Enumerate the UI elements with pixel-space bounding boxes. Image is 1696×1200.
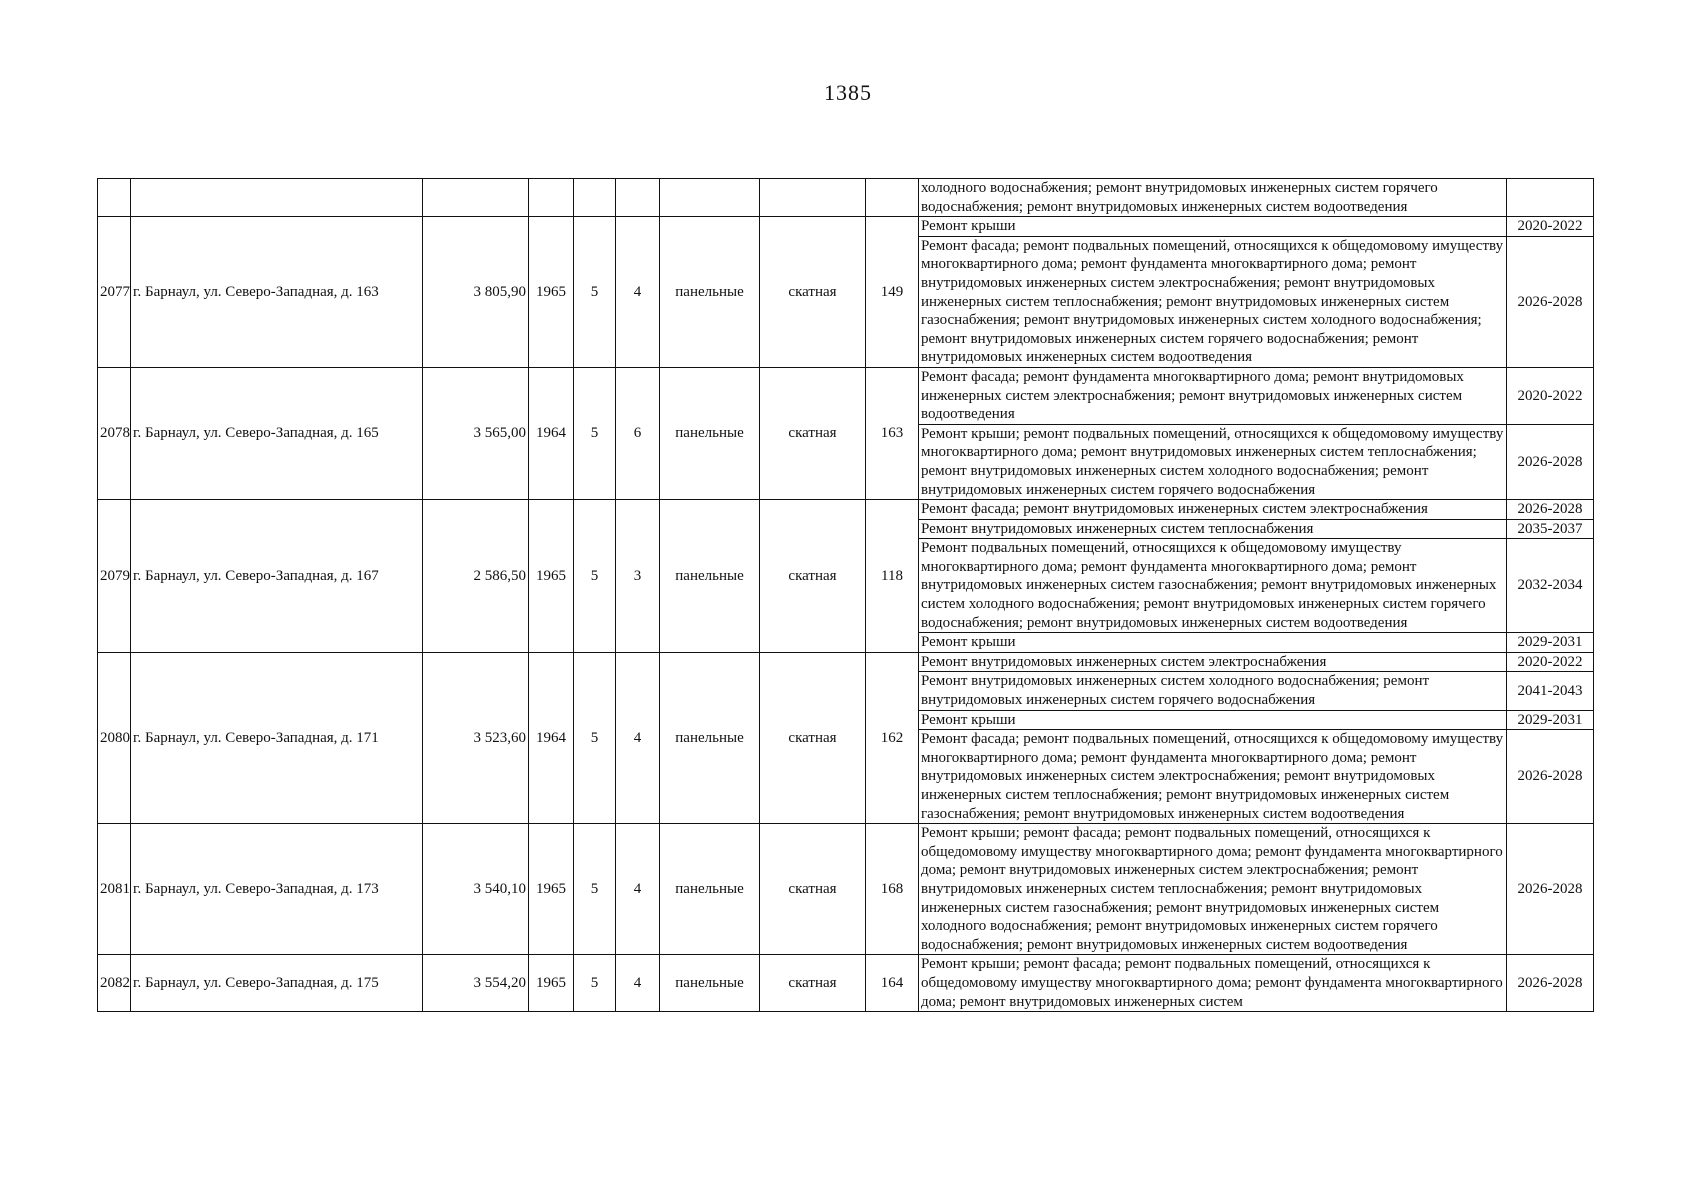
cell-num	[98, 179, 131, 217]
cell-year: 1965	[529, 217, 574, 368]
cell-work: Ремонт фасада; ремонт внутридомовых инженерных систем электроснабжения	[919, 500, 1507, 520]
cell-roof: скатная	[760, 367, 866, 499]
cell-work: Ремонт крыши	[919, 217, 1507, 237]
cell-roof: скатная	[760, 500, 866, 653]
cell-residents: 163	[866, 367, 919, 499]
table-row	[98, 652, 1594, 672]
cell-period	[1507, 179, 1594, 217]
cell-floors: 5	[574, 955, 616, 1012]
table-row	[98, 955, 1594, 1012]
cell-entrances: 4	[616, 652, 660, 823]
cell-entrances: 4	[616, 217, 660, 368]
cell-address: г. Барнаул, ул. Северо-Западная, д. 165	[131, 367, 423, 499]
cell-address: г. Барнаул, ул. Северо-Западная, д. 175	[131, 955, 423, 1012]
cell-entrances: 3	[616, 500, 660, 653]
cell-walls: панельные	[660, 955, 760, 1012]
cell-period: 2035-2037	[1507, 519, 1594, 539]
cell-address: г. Барнаул, ул. Северо-Западная, д. 173	[131, 824, 423, 955]
cell-residents: 118	[866, 500, 919, 653]
cell-num: 2081	[98, 824, 131, 955]
cell-period: 2026-2028	[1507, 424, 1594, 499]
cell-work: Ремонт крыши; ремонт фасада; ремонт подвальных помещений, относящихся к общедомовому имуществу многоквартирного дома; ремонт фундамента многоквартирного дома; ремонт внутридомовых инженерных систем электроснабжения; ремонт внутридомовых инженерных систем теплоснабжения; ремонт внутридомовых инженерных систем газоснабжения; ремонт внутридомовых инженерных систем холодного водоснабжения; ремонт внутридомовых инженерных систем горячего водоснабжения; ремонт внутридомовых инженерных систем водоотведения	[919, 824, 1507, 955]
cell-period: 2020-2022	[1507, 652, 1594, 672]
cell-walls: панельные	[660, 500, 760, 653]
cell-num: 2078	[98, 367, 131, 499]
table-row	[98, 179, 1594, 217]
cell-period: 2026-2028	[1507, 824, 1594, 955]
cell-residents: 164	[866, 955, 919, 1012]
cell-walls: панельные	[660, 367, 760, 499]
cell-year: 1965	[529, 955, 574, 1012]
cell-num: 2077	[98, 217, 131, 368]
cell-period: 2026-2028	[1507, 955, 1594, 1012]
cell-residents: 168	[866, 824, 919, 955]
cell-period: 2029-2031	[1507, 633, 1594, 653]
cell-period: 2026-2028	[1507, 500, 1594, 520]
cell-entrances: 6	[616, 367, 660, 499]
cell-period: 2041-2043	[1507, 672, 1594, 710]
cell-work: Ремонт фасада; ремонт фундамента многоквартирного дома; ремонт внутридомовых инженерных систем электроснабжения; ремонт внутридомовых инженерных систем водоотведения	[919, 367, 1507, 424]
cell-area: 3 540,10	[423, 824, 529, 955]
cell-roof: скатная	[760, 955, 866, 1012]
housing-repair-table	[97, 178, 1594, 1012]
cell-work: Ремонт крыши	[919, 710, 1507, 730]
cell-area: 3 523,60	[423, 652, 529, 823]
cell-num: 2079	[98, 500, 131, 653]
cell-work: Ремонт крыши; ремонт фасада; ремонт подвальных помещений, относящихся к общедомовому имуществу многоквартирного дома; ремонт фундамента многоквартирного дома; ремонт внутридомовых инженерных систем	[919, 955, 1507, 1012]
cell-roof: скатная	[760, 824, 866, 955]
cell-residents	[866, 179, 919, 217]
cell-work: Ремонт внутридомовых инженерных систем теплоснабжения	[919, 519, 1507, 539]
cell-year: 1964	[529, 367, 574, 499]
cell-num: 2080	[98, 652, 131, 823]
cell-work: Ремонт фасада; ремонт подвальных помещений, относящихся к общедомовому имуществу многоквартирного дома; ремонт фундамента многоквартирного дома; ремонт внутридомовых инженерных систем электроснабжения; ремонт внутридомовых инженерных систем теплоснабжения; ремонт внутридомовых инженерных систем газоснабжения; ремонт внутридомовых инженерных систем водоотведения	[919, 730, 1507, 824]
cell-entrances: 4	[616, 955, 660, 1012]
cell-walls: панельные	[660, 217, 760, 368]
cell-year	[529, 179, 574, 217]
cell-walls	[660, 179, 760, 217]
cell-area: 3 554,20	[423, 955, 529, 1012]
page-number: 1385	[824, 80, 872, 105]
table-body	[98, 179, 1594, 1012]
cell-walls: панельные	[660, 824, 760, 955]
cell-period: 2020-2022	[1507, 217, 1594, 237]
cell-floors	[574, 179, 616, 217]
cell-roof: скатная	[760, 217, 866, 368]
cell-year: 1964	[529, 652, 574, 823]
cell-entrances	[616, 179, 660, 217]
cell-work: Ремонт крыши	[919, 633, 1507, 653]
cell-address: г. Барнаул, ул. Северо-Западная, д. 163	[131, 217, 423, 368]
cell-entrances: 4	[616, 824, 660, 955]
table-row	[98, 500, 1594, 520]
cell-year: 1965	[529, 824, 574, 955]
cell-area: 3 805,90	[423, 217, 529, 368]
cell-work: Ремонт внутридомовых инженерных систем электроснабжения	[919, 652, 1507, 672]
cell-floors: 5	[574, 652, 616, 823]
cell-num: 2082	[98, 955, 131, 1012]
cell-floors: 5	[574, 367, 616, 499]
cell-work: холодного водоснабжения; ремонт внутридомовых инженерных систем горячего водоснабжения; ремонт внутридомовых инженерных систем водоотведения	[919, 179, 1507, 217]
cell-walls: панельные	[660, 652, 760, 823]
cell-address	[131, 179, 423, 217]
cell-roof: скатная	[760, 652, 866, 823]
cell-floors: 5	[574, 217, 616, 368]
cell-year: 1965	[529, 500, 574, 653]
cell-area: 3 565,00	[423, 367, 529, 499]
cell-residents: 162	[866, 652, 919, 823]
cell-period: 2032-2034	[1507, 539, 1594, 633]
table-row	[98, 217, 1594, 237]
cell-period: 2020-2022	[1507, 367, 1594, 424]
cell-address: г. Барнаул, ул. Северо-Западная, д. 167	[131, 500, 423, 653]
cell-residents: 149	[866, 217, 919, 368]
table-row	[98, 824, 1594, 955]
cell-area: 2 586,50	[423, 500, 529, 653]
cell-work: Ремонт фасада; ремонт подвальных помещений, относящихся к общедомовому имуществу многоквартирного дома; ремонт фундамента многоквартирного дома; ремонт внутридомовых инженерных систем электроснабжения; ремонт внутридомовых инженерных систем теплоснабжения; ремонт внутридомовых инженерных систем газоснабжения; ремонт внутридомовых инженерных систем холодного водоснабжения; ремонт внутридомовых инженерных систем горячего водоснабжения; ремонт внутридомовых инженерных систем водоотведения	[919, 236, 1507, 367]
cell-work: Ремонт крыши; ремонт подвальных помещений, относящихся к общедомовому имуществу многоквартирного дома; ремонт внутридомовых инженерных систем теплоснабжения; ремонт внутридомовых инженерных систем холодного водоснабжения; ремонт внутридомовых инженерных систем горячего водоснабжения	[919, 424, 1507, 499]
cell-work: Ремонт подвальных помещений, относящихся к общедомовому имуществу многоквартирного дома; ремонт фундамента многоквартирного дома; ремонт внутридомовых инженерных систем газоснабжения; ремонт внутридомовых инженерных систем холодного водоснабжения; ремонт внутридомовых инженерных систем горячего водоснабжения; ремонт внутридомовых инженерных систем водоотведения	[919, 539, 1507, 633]
cell-period: 2026-2028	[1507, 730, 1594, 824]
table-row	[98, 367, 1594, 424]
cell-period: 2029-2031	[1507, 710, 1594, 730]
cell-area	[423, 179, 529, 217]
cell-floors: 5	[574, 500, 616, 653]
cell-work: Ремонт внутридомовых инженерных систем холодного водоснабжения; ремонт внутридомовых инженерных систем горячего водоснабжения	[919, 672, 1507, 710]
cell-floors: 5	[574, 824, 616, 955]
cell-period: 2026-2028	[1507, 236, 1594, 367]
cell-address: г. Барнаул, ул. Северо-Западная, д. 171	[131, 652, 423, 823]
cell-roof	[760, 179, 866, 217]
